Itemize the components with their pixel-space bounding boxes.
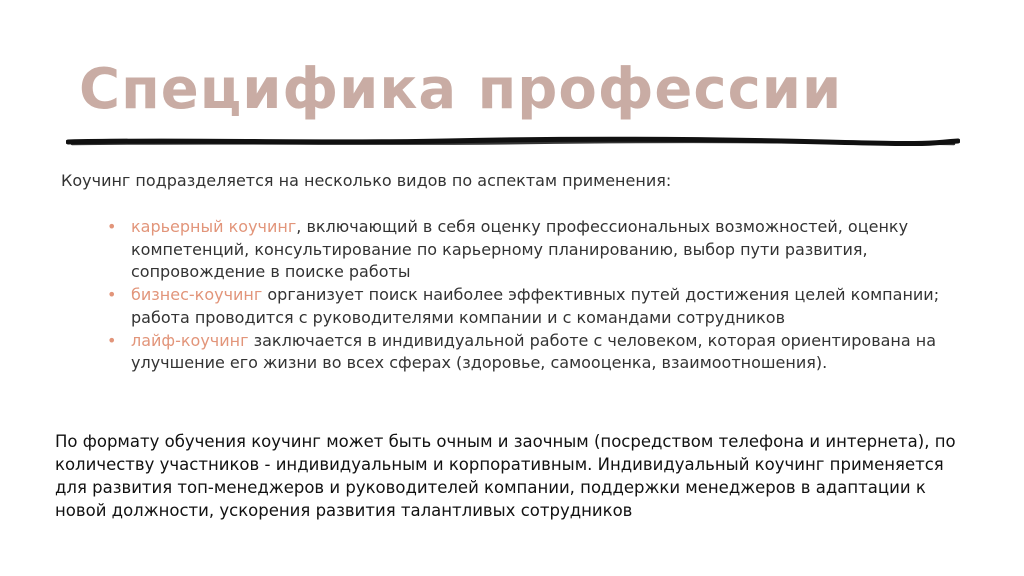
list-item — [107, 284, 1001, 329]
title-underline — [66, 134, 960, 150]
bullet-text: организует поиск наиболее эффективных путей достижения целей компании; работа проводится с руководителями компании и с командами сотрудников — [131, 285, 940, 327]
format-paragraph: По формату обучения коучинг может быть очным и заочным (посредством телефона и интернета), по количеству участников - индивидуальным и корпоративным. Индивидуальный коучинг применяется для развития топ-менеджеров и руководителей компании, поддержки менеджеров в адаптации к новой должности, ускорения развития талантливых сотрудников — [55, 432, 956, 520]
slide-title: Специфика профессии — [79, 57, 843, 122]
bullet-dot-icon: • — [107, 285, 117, 305]
list-item — [107, 330, 1001, 375]
bullet-term: лайф-коучинг — [131, 330, 249, 350]
bullet-text: , включающий в себя оценку профессиональных возможностей, оценку компетенций, консультирование по карьерному планированию, выбор пути развития, сопровождение в поиске работы — [131, 217, 909, 282]
list-item — [107, 216, 1001, 284]
intro-text: Коучинг подразделяется на несколько видов по аспектам применения: — [61, 171, 672, 190]
bullet-term: карьерный коучинг — [131, 217, 297, 236]
coaching-types-list — [107, 216, 1001, 375]
bullet-text: заключается в индивидуальной работе с человеком, которая ориентирована на улучшение его жизни во всех сферах (здоровье, самооценка, взаимоотношения). — [131, 330, 937, 373]
bullet-term: бизнес-коучинг — [131, 285, 263, 305]
bullet-dot-icon: • — [107, 217, 117, 236]
bullet-dot-icon: • — [107, 330, 117, 350]
